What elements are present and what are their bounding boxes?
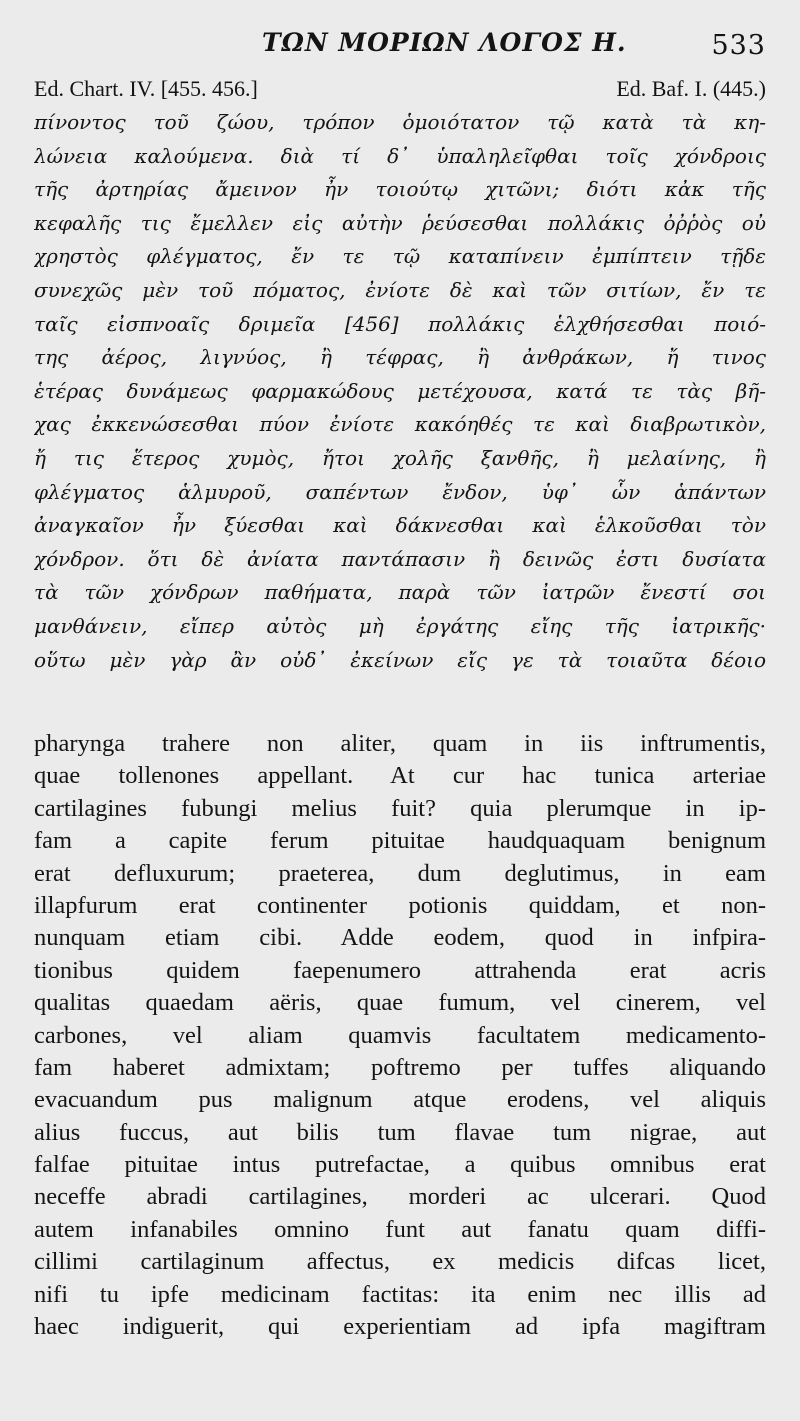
greek-line: κεφαλῆς τις ἔμελλεν εἰς αὐτὴν ῥεύσεσθαι πολλάκις ὀῤῥὸς οὐ — [34, 210, 766, 235]
greek-line: της ἀέρος, λιγνύος, ἢ τέφρας, ἢ ἀνθράκων, ἤ τινος — [34, 345, 766, 370]
latin-line: fam haberet admixtam; poftremo per tuffes aliquando — [34, 1053, 766, 1081]
latin-line: evacuandum pus malignum atque erodens, vel aliquis — [34, 1086, 766, 1114]
greek-line: συνεχῶς μὲν τοῦ πόματος, ἐνίοτε δὲ καὶ τῶν σιτίων, ἔν τε — [34, 277, 766, 302]
greek-line: φλέγματος ἁλμυροῦ, σαπέντων ἔνδον, ὑφ᾽ ὧν ἁπάντων — [34, 479, 766, 504]
greek-line: ταῖς εἰσπνοαῖς δριμεῖα [456] πολλάκις ἑλχθήσεσθαι ποιό- — [34, 311, 766, 336]
latin-line: autem infanabiles omnino funt aut fanatu quam diffi- — [34, 1215, 766, 1243]
greek-line: ἑτέρας δυνάμεως φαρμακώδους μετέχουσα, κατά τε τὰς βῆ- — [34, 378, 766, 403]
greek-text-block — [34, 106, 766, 677]
greek-line: οὕτω μὲν γὰρ ἂν οὐδ᾽ ἐκείνων εἴς γε τὰ τοιαῦτα δέοιο — [34, 647, 766, 672]
latin-text-block — [34, 728, 766, 1343]
running-header — [34, 28, 766, 68]
latin-line: alius fuccus, aut bilis tum flavae tum nigrae, aut — [34, 1118, 766, 1146]
greek-line: χόνδρον. ὅτι δὲ ἀνίατα παντάπασιν ἢ δεινῶς ἐστι δυσίατα — [34, 546, 766, 571]
greek-line: χας ἐκκενώσεσθαι πύον ἐνίοτε κακόηθές τε καὶ διαβρωτικὸν, — [34, 412, 766, 437]
greek-line: λώνεια καλούμενα. διὰ τί δ᾽ ὑπαληλεῖφθαι τοῖς χόνδροις — [34, 143, 766, 168]
latin-line: nunquam etiam cibi. Adde eodem, quod in infpira- — [34, 924, 766, 952]
latin-line: nifi tu ipfe medicinam factitas: ita enim nec illis ad — [34, 1280, 766, 1308]
latin-line: neceffe abradi cartilagines, morderi ac ulcerari. Quod — [34, 1183, 766, 1211]
greek-line: πίνοντος τοῦ ζώου, τρόπον ὁμοιότατον τῷ κατὰ τὰ κη- — [34, 110, 766, 134]
greek-line: ἀναγκαῖον ἦν ξύεσθαι καὶ δάκνεσθαι καὶ ἑλκοῦσθαι τὸν — [34, 513, 766, 538]
greek-line: χρηστὸς φλέγματος, ἔν τε τῷ καταπίνειν ἐμπίπτειν τῇδε — [34, 244, 766, 269]
latin-line: cillimi cartilaginum affectus, ex medicis difcas licet, — [34, 1248, 766, 1276]
latin-line: illapfurum erat continenter potionis quiddam, et non- — [34, 891, 766, 919]
latin-line: carbones, vel aliam quamvis facultatem medicamento- — [34, 1021, 766, 1049]
latin-line: pharynga trahere non aliter, quam in iis inftrumentis, — [34, 730, 766, 757]
latin-line: qualitas quaedam aëris, quae fumum, vel cinerem, vel — [34, 989, 766, 1017]
latin-line: tionibus quidem faepenumero attrahenda erat acris — [34, 956, 766, 984]
edition-reference-row — [34, 76, 766, 106]
latin-line: cartilagines fubungi melius fuit? quia plerumque in ip- — [34, 794, 766, 822]
running-title: ΤΩΝ ΜΟΡΙΩΝ ΛΟΓΟΣ Η. — [262, 28, 627, 57]
edition-reference-basel: Ed. Baf. I. (445.) — [616, 76, 766, 101]
latin-line: quae tollenones appellant. At cur hac tunica arteriae — [34, 762, 766, 790]
latin-line: erat defluxurum; praeterea, dum deglutimus, in eam — [34, 859, 766, 887]
greek-line: τὰ τῶν χόνδρων παθήματα, παρὰ τῶν ἰατρῶν ἔνεστί σοι — [34, 580, 766, 605]
greek-line: μανθάνειν, εἴπερ αὐτὸς μὴ ἐργάτης εἴης τῆς ἰατρικῆς· — [34, 613, 766, 638]
page-number: 533 — [711, 30, 766, 61]
latin-line: falfae pituitae intus putrefactae, a quibus omnibus erat — [34, 1151, 766, 1179]
greek-line: τῆς ἀρτηρίας ἄμεινον ἦν τοιούτῳ χιτῶνι; διότι κἀκ τῆς — [34, 177, 766, 202]
latin-line: haec indiguerit, qui experientiam ad ipfa magiftram — [34, 1313, 766, 1341]
greek-line: ἤ τις ἕτερος χυμὸς, ἤτοι χολῆς ξανθῆς, ἢ μελαίνης, ἢ — [34, 445, 766, 470]
latin-line: fam a capite ferum pituitae haudquaquam benignum — [34, 827, 766, 855]
edition-reference-chart: Ed. Chart. IV. [455. 456.] — [34, 76, 258, 101]
